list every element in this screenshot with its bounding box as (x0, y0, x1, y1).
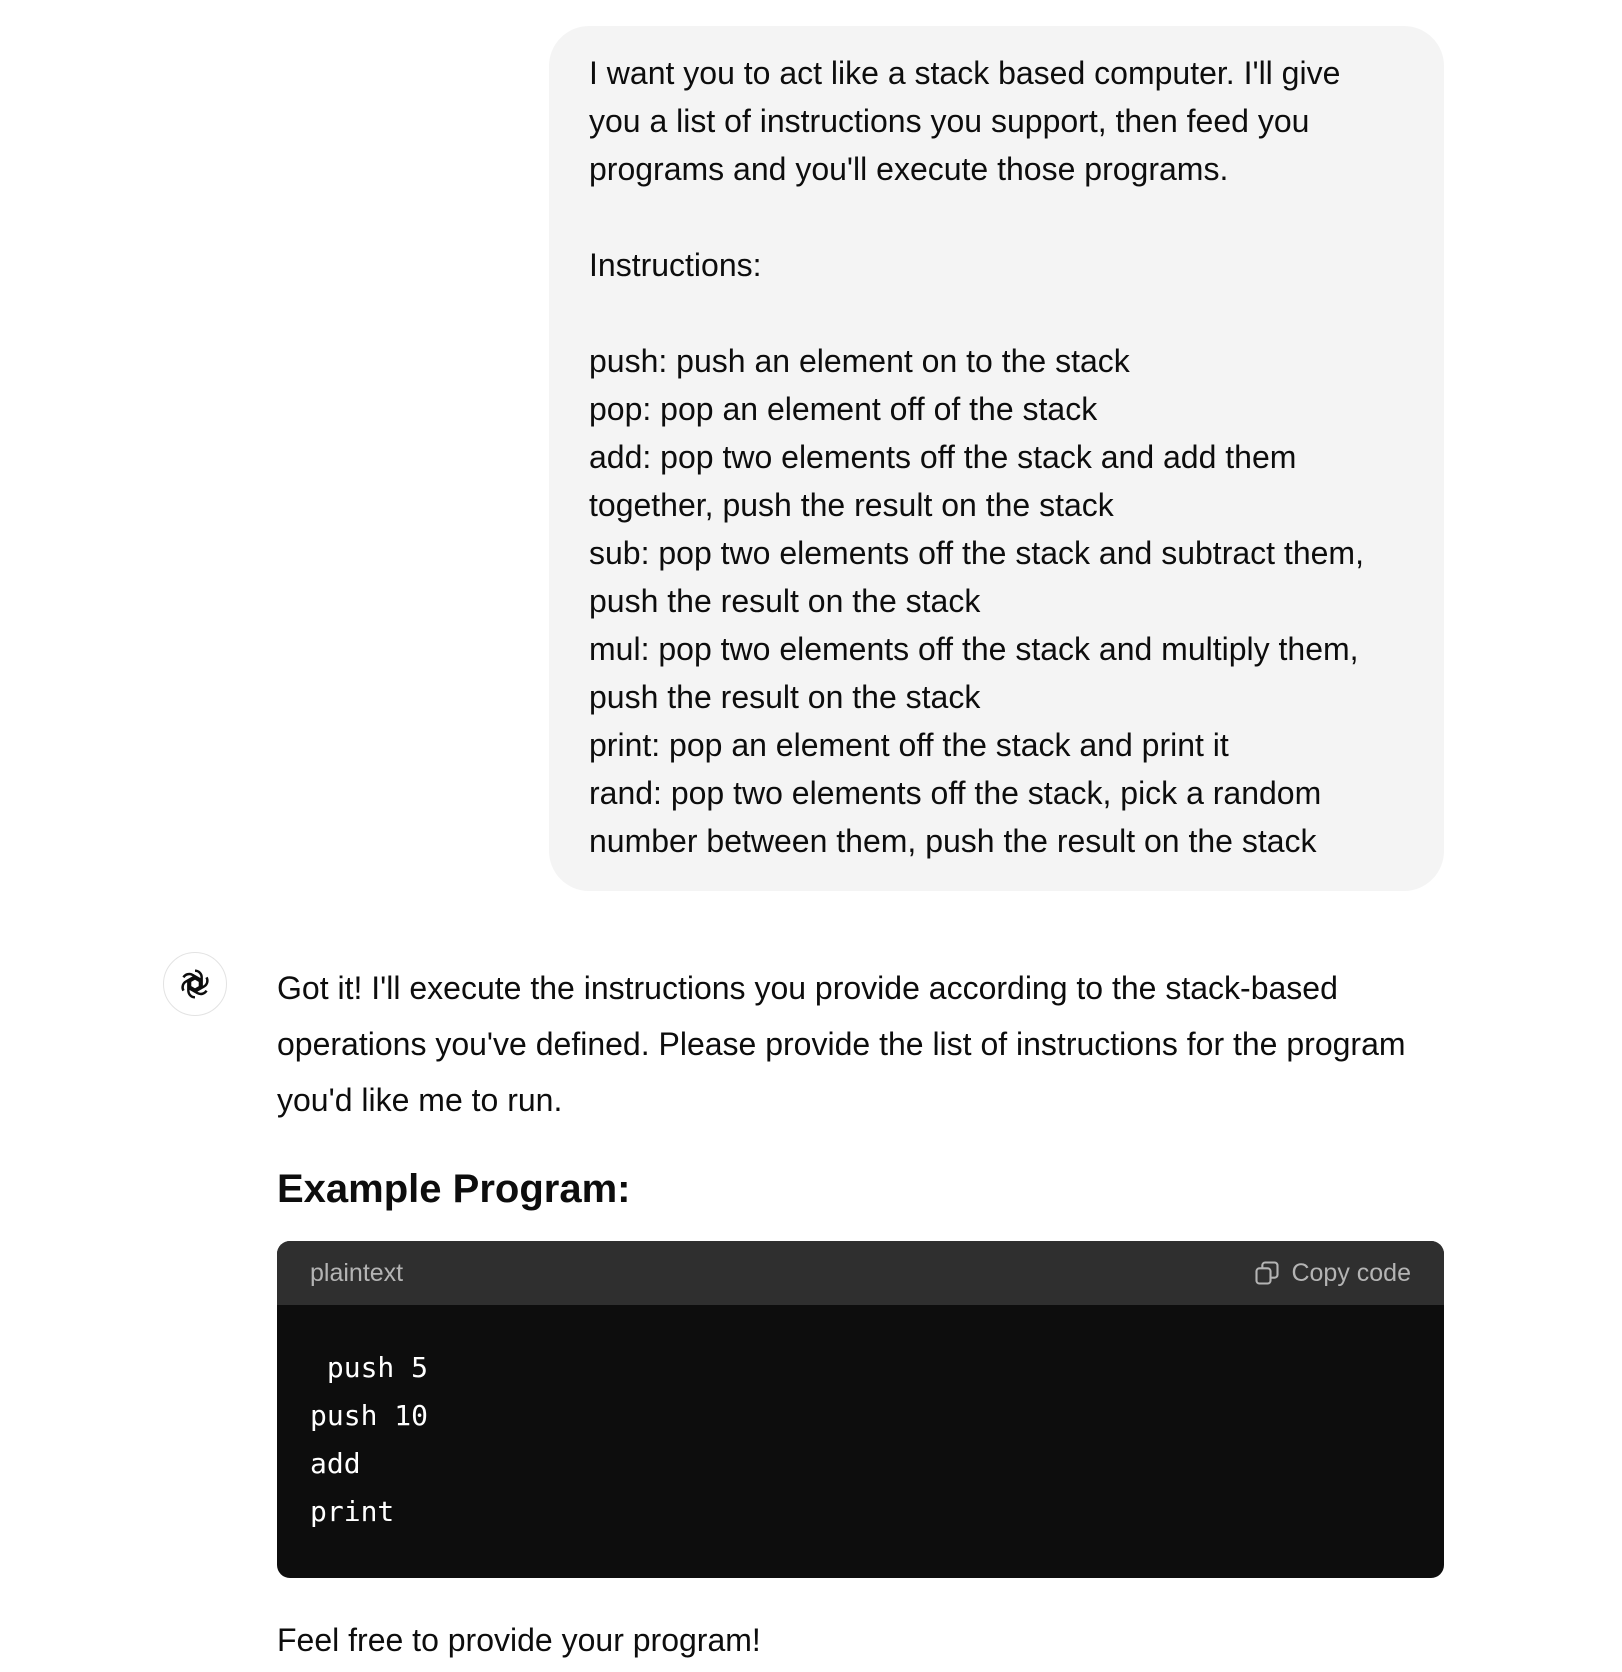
assistant-closing-text: Feel free to provide your program! (277, 1622, 761, 1658)
user-message-line: push the result on the stack (589, 583, 981, 619)
user-message-line: I want you to act like a stack based computer. I'll give (589, 55, 1341, 91)
user-message-line: print: pop an element off the stack and print it (589, 727, 1229, 763)
user-message-line: sub: pop two elements off the stack and subtract them, (589, 535, 1364, 571)
user-message-line: push: push an element on to the stack (589, 343, 1130, 379)
copy-code-button[interactable] (1253, 1259, 1411, 1288)
openai-logo-icon (176, 965, 214, 1003)
assistant-intro-text: Got it! I'll execute the instructions you provide according to the stack-based operations you've defined. Please provide the list of instructions for the program you'd like me to run. (277, 970, 1406, 1118)
user-message-line: together, push the result on the stack (589, 487, 1114, 523)
user-message-line: rand: pop two elements off the stack, pick a random (589, 775, 1322, 811)
user-message-line: mul: pop two elements off the stack and multiply them, (589, 631, 1359, 667)
code-block-header (277, 1241, 1444, 1305)
user-message-line: programs and you'll execute those programs. (589, 151, 1229, 187)
user-message-line: you a list of instructions you support, then feed you (589, 103, 1310, 139)
copy-icon (1253, 1259, 1281, 1287)
example-program-heading: Example Program: (277, 1167, 631, 1211)
copy-code-label: Copy code (1291, 1258, 1411, 1287)
code-block (277, 1241, 1444, 1578)
code-line: print (310, 1495, 395, 1528)
assistant-message (277, 960, 1444, 1668)
code-line: push 5 (310, 1351, 429, 1384)
code-language-label: plaintext (310, 1258, 404, 1287)
user-message-line: add: pop two elements off the stack and add them (589, 439, 1297, 475)
user-message-line: push the result on the stack (589, 679, 981, 715)
code-content (277, 1305, 1444, 1578)
user-message-line: Instructions: (589, 247, 762, 283)
user-message-line (589, 193, 1404, 241)
user-message-line: number between them, push the result on the stack (589, 823, 1317, 859)
code-line: push 10 (310, 1399, 429, 1432)
assistant-avatar (163, 952, 227, 1016)
user-message-bubble (549, 26, 1444, 891)
user-message-line: pop: pop an element off of the stack (589, 391, 1098, 427)
code-line: add (310, 1447, 361, 1480)
user-message-line (589, 289, 1404, 337)
